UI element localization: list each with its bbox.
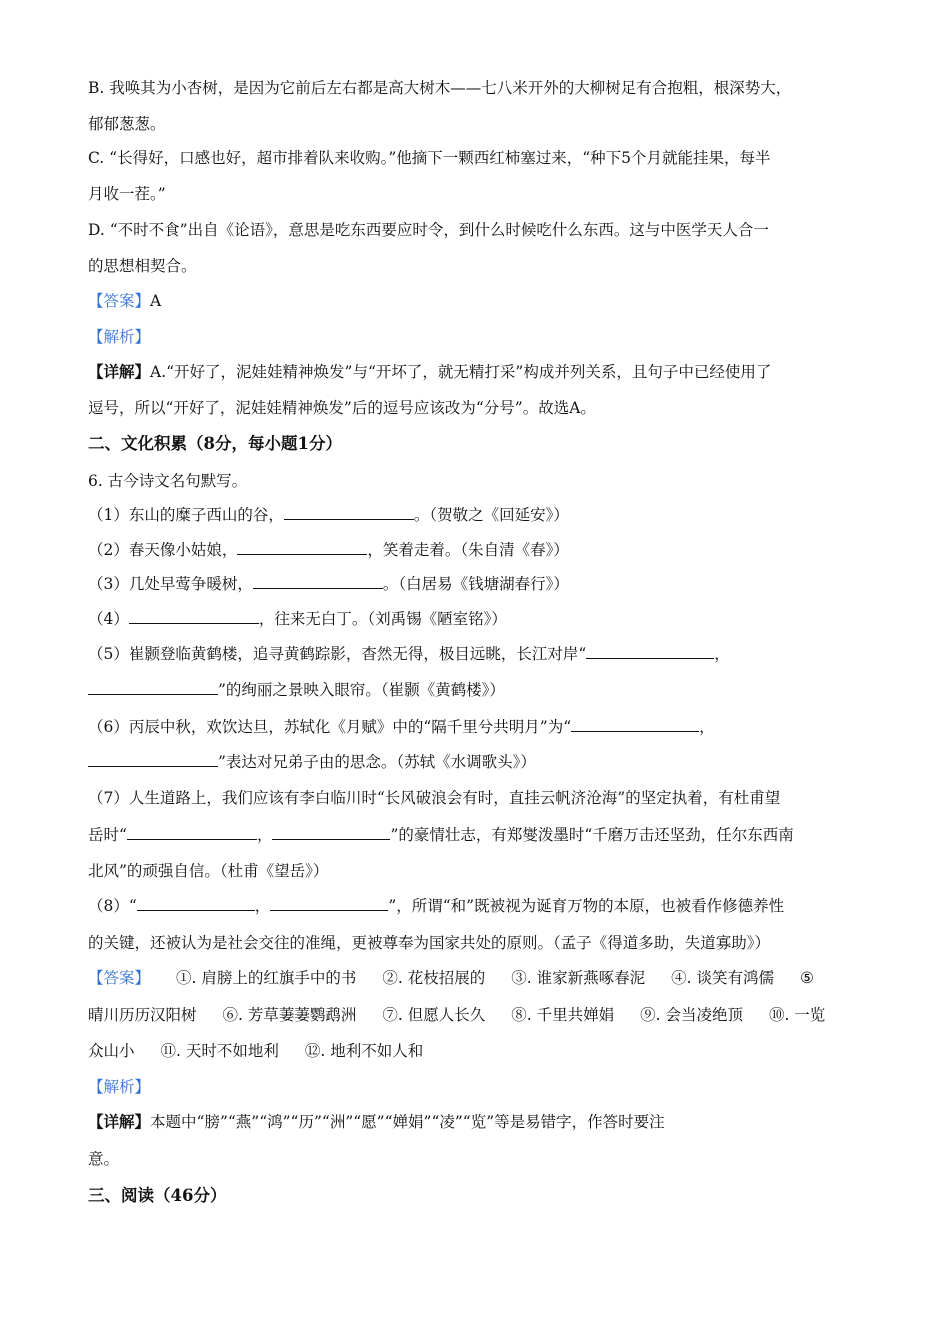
fill-blank [270, 896, 388, 911]
q5-answer [88, 291, 868, 311]
q6-item-7-line2 [88, 825, 868, 845]
q6-stem: 6. 古今诗文名句默写。 [88, 472, 248, 490]
answer-item: ⑧. 千里共婵娟 [511, 1006, 615, 1024]
q6-item-3 [88, 574, 868, 594]
answer-value: A [150, 292, 162, 310]
item-text: （6）丙辰中秋，欢饮达旦，苏轼化《月赋》中的“隔千里兮共明月”为“ [88, 718, 572, 736]
answer-item: 众山小 [88, 1042, 135, 1060]
q6-item-2 [88, 540, 868, 560]
answer-item: ④. 谈笑有鸿儒 [671, 969, 774, 987]
answer-item: ③. 谁家新燕啄春泥 [511, 969, 646, 987]
item-text: ，往来无白丁。（刘禹锡《陋室铭》） [258, 610, 507, 628]
answer-item: ⑨. 会当凌绝顶 [640, 1006, 743, 1024]
fill-blank [137, 896, 255, 911]
q6-item-6-line1 [88, 717, 868, 737]
q6-item-6-line2 [88, 752, 868, 772]
section-3-title: 三、阅读（46分） [88, 1186, 227, 1205]
item-text: ”表达对兄弟子由的思念。（苏轼《水调歌头》） [218, 753, 536, 771]
section-2-title: 二、文化积累（8分，每小题1分） [88, 434, 342, 453]
q6-item-5-line1 [88, 644, 868, 664]
q6-answers-line2 [88, 1005, 868, 1025]
option-c-line2: 月收一茬。” [88, 185, 166, 203]
q5-detail-line1 [88, 362, 868, 382]
fill-blank [571, 717, 699, 732]
answer-item: ⑦. 但愿人长久 [382, 1006, 486, 1024]
option-b-line1: B. 我唤其为小杏树，是因为它前后左右都是高大树木——七八米开外的大柳树足有合抱粗，根深势大， [88, 79, 792, 97]
answer-item: ⑫. 地利不如人和 [304, 1042, 424, 1060]
option-d-line1: D. “不时不食”出自《论语》，意思是吃东西要应时令，到什么时候吃什么东西。这与中医学天人合一 [88, 221, 769, 239]
item-text: ， [714, 645, 730, 663]
item-text: 。（白居易《钱塘湖春行》） [382, 575, 569, 593]
q6-item-8-line1 [88, 896, 868, 916]
option-b-line2: 郁郁葱葱。 [88, 115, 166, 133]
item-text: （2）春天像小姑娘， [88, 541, 238, 559]
detail-tag: 【详解】 [88, 1112, 151, 1131]
q6-item-4 [88, 609, 868, 629]
item-text: ”，所谓“和”既被视为诞育万物的本原，也被看作修德养性 [388, 897, 785, 915]
item-text: 。（贺敬之《回延安》） [413, 506, 569, 524]
answer-tag: 【答案】 [88, 969, 151, 987]
q6-answers-line1 [88, 968, 868, 988]
q6-item-1 [88, 505, 868, 525]
item-text: （4） [88, 610, 129, 628]
fill-blank [127, 825, 257, 840]
q6-detail-line1 [88, 1112, 868, 1132]
item-text: ”的绚丽之景映入眼帘。（崔颢《黄鹤楼》） [218, 681, 505, 699]
answer-item: 晴川历历汉阳树 [88, 1006, 197, 1024]
fill-blank [253, 574, 383, 589]
fill-blank [88, 752, 218, 767]
q6-item-5-line2 [88, 680, 868, 700]
item-text: 岳时“ [88, 826, 127, 844]
q6-item-8-line2: 的关键，还被认为是社会交往的准绳，更被尊奉为国家共处的原则。（孟子《得道多助，失道寡助》） [88, 934, 771, 952]
item-text: （1）东山的糜子西山的谷， [88, 506, 284, 524]
answer-tag: 【答案】 [88, 292, 151, 310]
fill-blank [237, 540, 367, 555]
fill-blank [272, 825, 390, 840]
answer-item: ②. 花枝招展的 [382, 969, 486, 987]
item-text: ， [699, 718, 715, 736]
q6-analysis-tag: 【解析】 [88, 1078, 151, 1096]
fill-blank [284, 505, 414, 520]
option-d-line2: 的思想相契合。 [88, 257, 197, 275]
q6-detail-line2: 意。 [88, 1150, 120, 1168]
q6-answers-line3 [88, 1041, 868, 1061]
item-text: （8）“ [88, 897, 137, 915]
answer-item: ⑥. 芳草萋萋鹦鹉洲 [222, 1006, 357, 1024]
q6-item-7-line1: （7）人生道路上，我们应该有李白临川时“长风破浪会有时，直挂云帆济沧海”的坚定执着，有杜甫望 [88, 789, 781, 807]
item-text: ，笑着走着。（朱自清《春》） [367, 541, 569, 559]
answer-item: ⑤ [799, 969, 814, 987]
detail-text: A.“开好了，泥娃娃精神焕发”与“开坏了，就无精打采”构成并列关系，且句子中已经使用了 [150, 363, 772, 381]
fill-blank [88, 680, 218, 695]
answer-item: ⑪. 天时不如地利 [160, 1042, 279, 1060]
item-text: ， [256, 826, 273, 844]
option-c-line1: C. “长得好，口感也好，超市排着队来收购。”他摘下一颗西红柿塞过来，“种下5个月就能挂果，每半 [88, 149, 771, 167]
item-text: ， [254, 897, 271, 915]
item-text: （5）崔颢登临黄鹤楼，追寻黄鹤踪影，杳然无得，极目远眺，长江对岸“ [88, 645, 587, 663]
q5-detail-line2: 逗号，所以“开好了，泥娃娃精神焕发”后的逗号应该改为“分号”。故选A。 [88, 399, 596, 417]
detail-tag: 【详解】 [88, 362, 151, 381]
fill-blank [129, 609, 259, 624]
q5-analysis-tag: 【解析】 [88, 328, 151, 346]
q6-item-7-line3: 北风”的顽强自信。（杜甫《望岳》） [88, 862, 329, 880]
answer-item: ⑩. 一览 [768, 1006, 826, 1024]
item-text: （3）几处早莺争暖树， [88, 575, 253, 593]
fill-blank [586, 644, 714, 659]
detail-text: 本题中“膀”“燕”“鸿”“历”“洲”“愿”“婵娟”“凌”“览”等是易错字，作答时要注 [150, 1113, 665, 1131]
item-text: ”的豪情壮志，有郑燮泼墨时“千磨万击还坚劲，任尔东西南 [390, 826, 794, 844]
answer-item: ①. 肩膀上的红旗手中的书 [176, 969, 357, 987]
